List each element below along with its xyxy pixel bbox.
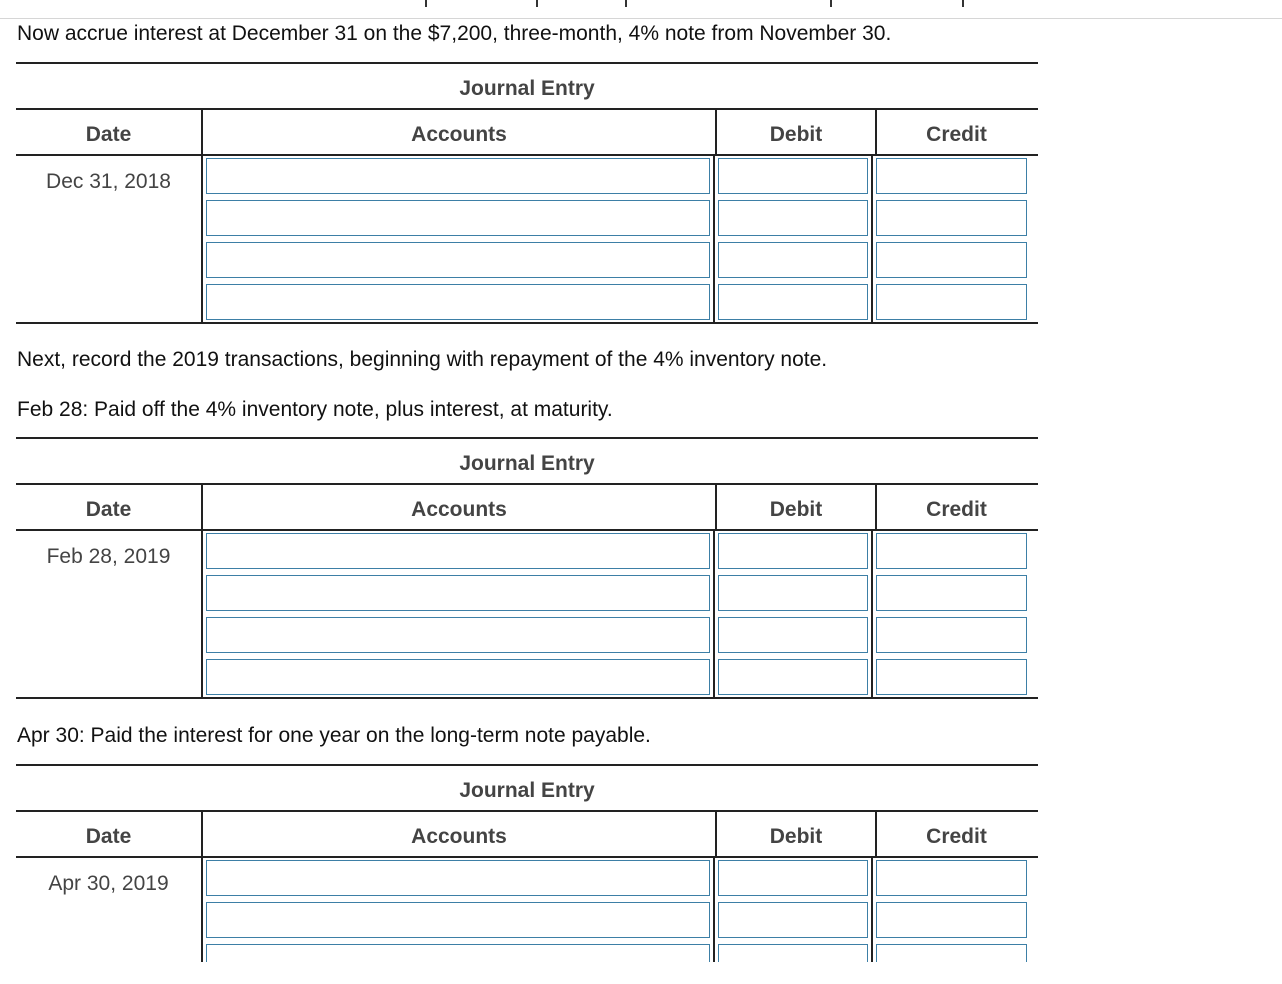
debit-input[interactable] <box>718 533 868 569</box>
journal-table <box>16 483 1038 699</box>
credit-input[interactable] <box>876 860 1027 896</box>
credit-input[interactable] <box>876 944 1027 962</box>
header-debit: Debit <box>715 485 875 529</box>
credit-input[interactable] <box>876 902 1027 938</box>
journal-entry-title: Journal Entry <box>459 452 595 475</box>
credit-input[interactable] <box>876 533 1027 569</box>
credit-input[interactable] <box>876 242 1027 278</box>
entry-date: Feb 28, 2019 <box>46 545 171 568</box>
journal-entry-dec-31 <box>16 62 1038 324</box>
credit-input[interactable] <box>876 575 1027 611</box>
table-header <box>16 110 1038 156</box>
debit-input[interactable] <box>718 860 868 896</box>
debit-input[interactable] <box>718 284 868 320</box>
credit-input[interactable] <box>876 617 1027 653</box>
credit-input[interactable] <box>876 200 1027 236</box>
journal-entry-title: Journal Entry <box>459 77 595 100</box>
header-date: Date <box>85 498 132 521</box>
account-input[interactable] <box>206 617 710 653</box>
debit-input[interactable] <box>718 158 868 194</box>
header-credit: Credit <box>875 485 1036 529</box>
credit-input[interactable] <box>876 659 1027 695</box>
debit-input[interactable] <box>718 944 868 962</box>
header-credit: Credit <box>875 812 1036 856</box>
entry-date: Apr 30, 2019 <box>48 872 169 895</box>
account-input[interactable] <box>206 158 710 194</box>
journal-entry-title: Journal Entry <box>459 779 595 802</box>
entry-date: Dec 31, 2018 <box>46 170 171 193</box>
debit-input[interactable] <box>718 575 868 611</box>
account-input[interactable] <box>206 860 710 896</box>
prompt-apr-30: Apr 30: Paid the interest for one year on the long-term note payable. <box>17 724 651 747</box>
debit-input[interactable] <box>718 617 868 653</box>
header-accounts: Accounts <box>201 110 715 154</box>
account-input[interactable] <box>206 902 710 938</box>
debit-input[interactable] <box>718 902 868 938</box>
header-credit: Credit <box>875 110 1036 154</box>
journal-table <box>16 108 1038 324</box>
header-debit: Debit <box>715 812 875 856</box>
debit-input[interactable] <box>718 242 868 278</box>
prompt-feb-28: Feb 28: Paid off the 4% inventory note, plus interest, at maturity. <box>17 398 613 421</box>
debit-input[interactable] <box>718 659 868 695</box>
account-input[interactable] <box>206 944 710 962</box>
debit-input[interactable] <box>718 200 868 236</box>
header-date: Date <box>85 123 132 146</box>
prompt-next: Next, record the 2019 transactions, beginning with repayment of the 4% inventory note. <box>17 348 828 371</box>
account-input[interactable] <box>206 242 710 278</box>
header-accounts: Accounts <box>201 485 715 529</box>
header-date: Date <box>85 825 132 848</box>
credit-input[interactable] <box>876 284 1027 320</box>
journal-table <box>16 810 1038 962</box>
account-input[interactable] <box>206 575 710 611</box>
table-header <box>16 812 1038 858</box>
cut-off-previous-text <box>0 0 1282 18</box>
table-row <box>16 858 1038 962</box>
account-input[interactable] <box>206 533 710 569</box>
journal-entry-feb-28 <box>16 437 1038 699</box>
journal-entry-apr-30 <box>16 764 1038 962</box>
table-header <box>16 485 1038 531</box>
table-row <box>16 156 1038 324</box>
table-row <box>16 531 1038 699</box>
account-input[interactable] <box>206 284 710 320</box>
top-divider <box>0 18 1282 19</box>
account-input[interactable] <box>206 200 710 236</box>
account-input[interactable] <box>206 659 710 695</box>
header-debit: Debit <box>715 110 875 154</box>
header-accounts: Accounts <box>201 812 715 856</box>
credit-input[interactable] <box>876 158 1027 194</box>
prompt-dec-31: Now accrue interest at December 31 on the $7,200, three-month, 4% note from November 30. <box>17 22 892 45</box>
